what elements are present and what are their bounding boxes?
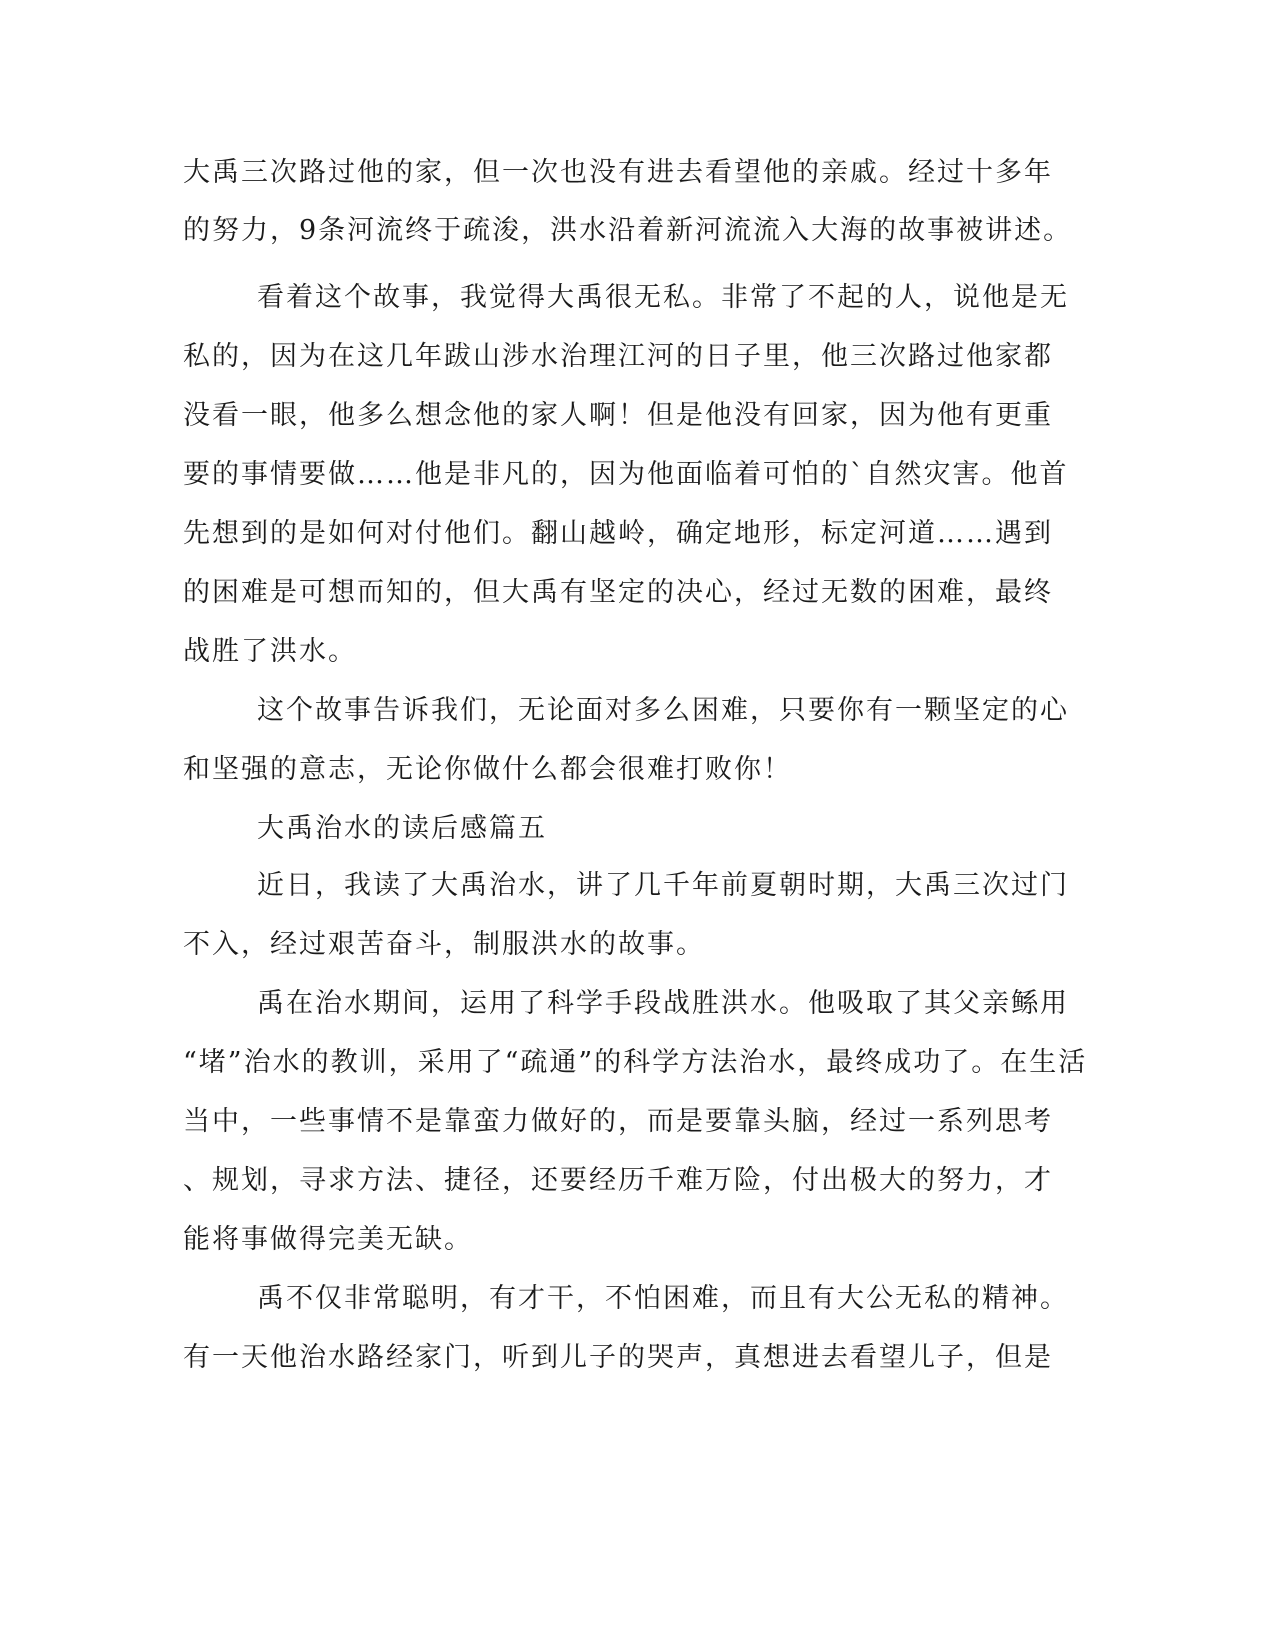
text-line: 私的，因为在这几年跋山涉水治理江河的日子里，他三次路过他家都 xyxy=(183,341,1053,372)
text-line: 近日，我读了大禹治水，讲了几千年前夏朝时期，大禹三次过门 xyxy=(257,870,1069,901)
text-line: 不入，经过艰苦奋斗，制服洪水的故事。 xyxy=(183,929,705,960)
text-line: 这个故事告诉我们，无论面对多么困难，只要你有一颗坚定的心 xyxy=(257,695,1069,726)
text-line: 战胜了洪水。 xyxy=(183,636,357,667)
text-line: 、规划，寻求方法、捷径，还要经历千难万险，付出极大的努力，才 xyxy=(183,1165,1053,1196)
text-line: “堵”治水的教训，采用了“疏通”的科学方法治水，最终成功了。在生活 xyxy=(183,1047,1088,1078)
text-line: 当中，一些事情不是靠蛮力做好的，而是要靠头脑，经过一系列思考 xyxy=(183,1106,1053,1137)
text-line: 和坚强的意志，无论你做什么都会很难打败你！ xyxy=(183,754,792,785)
text-line: 看着这个故事，我觉得大禹很无私。非常了不起的人，说他是无 xyxy=(257,282,1069,313)
text-line: 要的事情要做……他是非凡的，因为他面临着可怕的`自然灾害。他首 xyxy=(183,459,1069,490)
text-line: 先想到的是如何对付他们。翻山越岭，确定地形，标定河道……遇到 xyxy=(183,518,1053,549)
text-line: 能将事做得完美无缺。 xyxy=(183,1224,473,1255)
text-line: 有一天他治水路经家门，听到儿子的哭声，真想进去看望儿子，但是 xyxy=(183,1342,1053,1373)
text-line: 的努力，9条河流终于疏浚，洪水沿着新河流流入大海的故事被讲述。 xyxy=(183,215,1073,246)
text-line: 禹不仅非常聪明，有才干，不怕困难，而且有大公无私的精神。 xyxy=(257,1283,1069,1314)
section-heading: 大禹治水的读后感篇五 xyxy=(257,813,547,844)
text-line: 禹在治水期间，运用了科学手段战胜洪水。他吸取了其父亲鲧用 xyxy=(257,988,1069,1019)
text-line: 没看一眼，他多么想念他的家人啊！但是他没有回家，因为他有更重 xyxy=(183,400,1053,431)
text-line: 大禹三次路过他的家，但一次也没有进去看望他的亲戚。经过十多年 xyxy=(183,157,1053,188)
text-line: 的困难是可想而知的，但大禹有坚定的决心，经过无数的困难，最终 xyxy=(183,577,1053,608)
